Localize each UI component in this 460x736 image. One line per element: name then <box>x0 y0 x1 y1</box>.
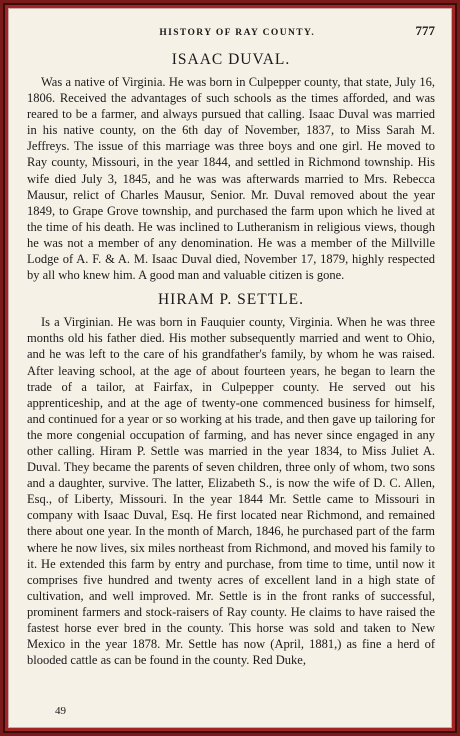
section-heading-hiram-settle: HIRAM P. SETTLE. <box>157 291 305 309</box>
page-number: 777 <box>415 23 435 38</box>
section-body-isaac-duval: Was a native of Virginia. He was born in Culpepper county, that state, July 16, 1806. Received the advantages of such schools as the times afforded, and was reared to be a farmer, and always pursued that calling. Isaac Duval was married in his native county, on the 6th day of November, 1837, to Miss Sarah M. Jeffreys. The issue of this marriage was three boys and one girl. He moved to Ray county, Missouri, in the year 1844, and settled in Richmond township. His wife died July 3, 1845, and he was was afterwards married to Mrs. Rebecca Mausur, relict of Charles Mausur, Senior. Mr. Duval removed about the year 1849, to Grape Grove township, and purchased the farm upon which he lived at the time of his death. He was inclined to Lutheranism in religious views, though he was not a member of any denomination. He was a member of the Millville Lodge of A. F. & A. M. Isaac Duval died, November 17, 1879, highly respected by all who knew him. A good man and valuable citizen is gone. <box>27 75 435 283</box>
book-page <box>8 8 452 728</box>
section-heading-isaac-duval: ISAAC DUVAL. <box>171 51 291 68</box>
running-head-title: HISTORY OF RAY COUNTY. <box>159 28 316 38</box>
signature-mark: 49 <box>55 705 66 717</box>
running-head <box>27 23 435 43</box>
section-body-hiram-settle: Is a Virginian. He was born in Fauquier county, Virginia. When he was three months old his father died. His mother subsequently married and went to Ohio, and he was left to the care of his grandfather's family, by whom he was raised. After leaving school, at the age of about fourteen years, he began to learn the trade of a tailor, at Fairfax, in Culpepper county. He served out his apprenticeship, and at the age of twenty-one commenced business for himself, and continued for a year or so working at his trade, and then gave up tailoring for the more congenial occupation of farming, and has never since engaged in any other calling. Hiram P. Settle was married in the year 1834, to Miss Juliet A. Duval. They became the parents of seven children, three only of whom, two sons and a daughter, survive. The latter, Elizabeth S., is now the wife of D. C. Allen, Esq., of Liberty, Missouri. In the year 1844 Mr. Settle came to Missouri in company with Isaac Duval, Esq. He first located near Richmond, and remained there about one year. In the month of March, 1846, he purchased part of the farm where he now lives, six miles northeast from Richmond, and moved his family to it. He extended this farm by entry and purchase, from time to time, until now it comprises five hundred and twenty acres of excellent land in a high state of cultivation, and well improved. Mr. Settle is in the front ranks of successful, prominent farmers and stock-raisers of Ray county. He claims to have raised the fastest horse ever bred in the county. This horse was sold and taken to New Mexico in the year 1878. Mr. Settle has now (April, 1881,) as fine a herd of blooded cattle as can be found in the county. Red Duke, <box>27 315 435 668</box>
page-frame <box>3 3 457 733</box>
